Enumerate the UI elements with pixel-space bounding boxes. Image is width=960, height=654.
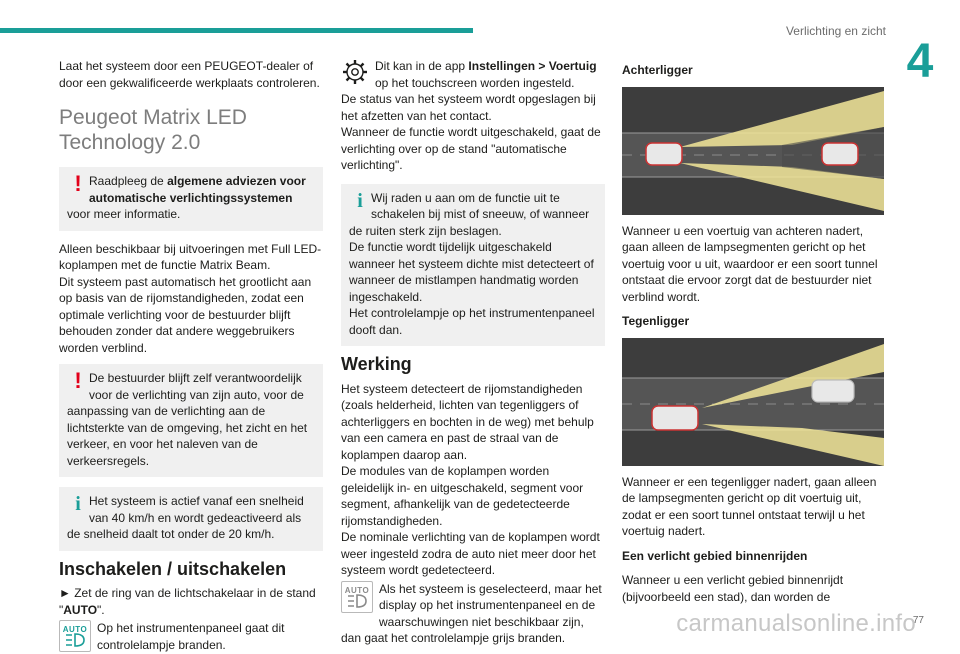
beam-glyph <box>346 593 368 609</box>
verlicht-gebied-text: Wanneer u een verlicht gebied binnenrijdt (bijvoorbeeld een stad), dan worden de <box>622 573 844 604</box>
subheading-activate: Inschakelen / uitschakelen <box>59 558 287 579</box>
info-text: Het systeem is actief vanaf een snelheid van 40 km/h en wordt gedeactiveerd als de snelheid daalt tot onder de 20 km/h. <box>67 494 304 541</box>
auto-lamp-block <box>59 620 323 654</box>
info-note-2 <box>341 184 605 347</box>
header-accent-bar <box>0 28 473 33</box>
beam-glyph <box>64 632 86 648</box>
step-text-bold: AUTO <box>63 602 98 617</box>
warning-icon: ! <box>74 171 82 196</box>
warning-note-2 <box>59 364 323 477</box>
description-text: Alleen beschikbaar bij uitvoeringen met Full LED-koplampen met de functie Matrix Beam. Dit systeem past automatisch het grootlicht aan op basis van de rijomstandigheden, zodat een optimale verlichting voor de bestuurder blijft behouden zonder dat andere weggebruikers worden verblind. <box>59 241 322 355</box>
app-text-bold: Instellingen > Voertuig <box>468 59 597 73</box>
auto-lamp-icon <box>59 620 91 652</box>
info-icon: i <box>357 189 363 212</box>
auto-lamp-label: AUTO <box>62 625 88 634</box>
intro-text: Laat het systeem door een PEUGEOT-dealer of door een gekwalificeerde werkplaats controleren. <box>59 59 320 90</box>
info-text: Wij raden u aan om de functie uit te schakelen bij mist of sneeuw, of wanneer de ruiten sterk zijn beslagen. De functie wordt tijdelijk uitgeschakeld wanneer het systeem dichte mist detecteert of wanneer de mistlampen handmatig worden ingeschakeld. Het controlelampje op het instrumentenpaneel dooft dan. <box>349 190 595 337</box>
chapter-number: 4 <box>906 35 934 88</box>
column-2 <box>341 58 605 647</box>
illustration-follow-vehicle <box>622 87 884 215</box>
app-text-pre: Dit kan in de app <box>375 59 469 73</box>
auto-lamp-label: AUTO <box>344 585 370 595</box>
warning-icon: ! <box>74 368 82 393</box>
subheading-werking: Werking <box>341 354 412 374</box>
tegenligger-text: Wanneer er een tegenligger nadert, gaan alleen de lampsegmenten gericht op dit voertuig uit, zodat er een soort tunnel ontstaat terwijl u het voertuig nadert. <box>622 474 877 538</box>
info-icon: i <box>75 493 81 515</box>
status-text: De status van het systeem wordt opgeslagen bij het afzetten van het contact. Wanneer de functie wordt uitgeschakeld, gaat de verlichting over op de stand "automatische verlichting". <box>341 92 601 172</box>
warning-text-post: voor meer informatie. <box>67 207 181 221</box>
werking-text: Het systeem detecteert de rijomstandigheden (zoals helderheid, lichten van tegenliggers of achterliggers en bochten in de weg) met behulp van een camera en past de straal van de koplampen daarop aan. De modules van de koplampen worden geleidelijk in- en uitgeschakeld, segment voor segment, afhankelijk van de gedetecteerde rijomstandigheden. De nominale verlichting van de koplampen wordt weer ingesteld zodra de auto niet meer door het systeem wordt gedetecteerd. <box>341 381 600 577</box>
page-number: 77 <box>912 615 924 626</box>
warning-text-pre: Raadpleeg de <box>89 174 168 188</box>
subheading-tegenligger: Tegenligger <box>622 314 690 328</box>
app-setting-block <box>341 58 605 91</box>
warning-text-bold: algemene adviezen voor automatische verlichtingssystemen <box>89 174 306 205</box>
gear-icon <box>341 58 369 86</box>
section-heading: Peugeot Matrix LED Technology 2.0 <box>59 106 247 154</box>
auto-lamp-grey-icon <box>341 581 373 613</box>
app-text-post: op het touchscreen worden ingesteld. <box>375 75 575 90</box>
subheading-achterligger: Achterligger <box>622 63 693 77</box>
warning-note <box>59 167 323 231</box>
step-text <box>59 585 323 618</box>
warning-text: De bestuurder blijft zelf verantwoordelijk voor de verlichting van zijn auto, voor de aanpassing van de verlichting aan de lichtsterkte van de omgeving, het zicht en het verkeer, en voor het naleven van de verkeersregels. <box>67 371 308 468</box>
column-3 <box>622 58 886 613</box>
subheading-verlicht-gebied: Een verlicht gebied binnenrijden <box>622 548 808 563</box>
info-note <box>59 487 323 551</box>
auto-grey-block <box>341 581 605 647</box>
illustration-oncoming-vehicle <box>622 338 884 466</box>
achterligger-text: Wanneer u een voertuig van achteren nadert, gaan alleen de lampsegmenten gericht op het voertuig voor u uit, waardoor er een soort tunnel ontstaat die ervoor zorgt dat de bestuurder niet verblind wordt. <box>622 223 878 304</box>
watermark: carmanualsonline.info <box>676 610 916 637</box>
auto-lamp-text: Op het instrumentenpaneel gaat dit controlelampje branden. <box>97 621 285 652</box>
section-title: Verlichting en zicht <box>785 24 886 38</box>
column-1 <box>59 58 323 654</box>
step-text-pre: ► Zet de ring van de lichtschakelaar in de stand " <box>59 586 316 617</box>
step-text-post: ". <box>97 602 105 617</box>
auto-grey-text: Als het systeem is geselecteerd, maar het display op het instrumentenpaneel en de waarschuwingen niet beschikbaar zijn, dan gaat het controlelampje grijs branden. <box>341 581 602 645</box>
